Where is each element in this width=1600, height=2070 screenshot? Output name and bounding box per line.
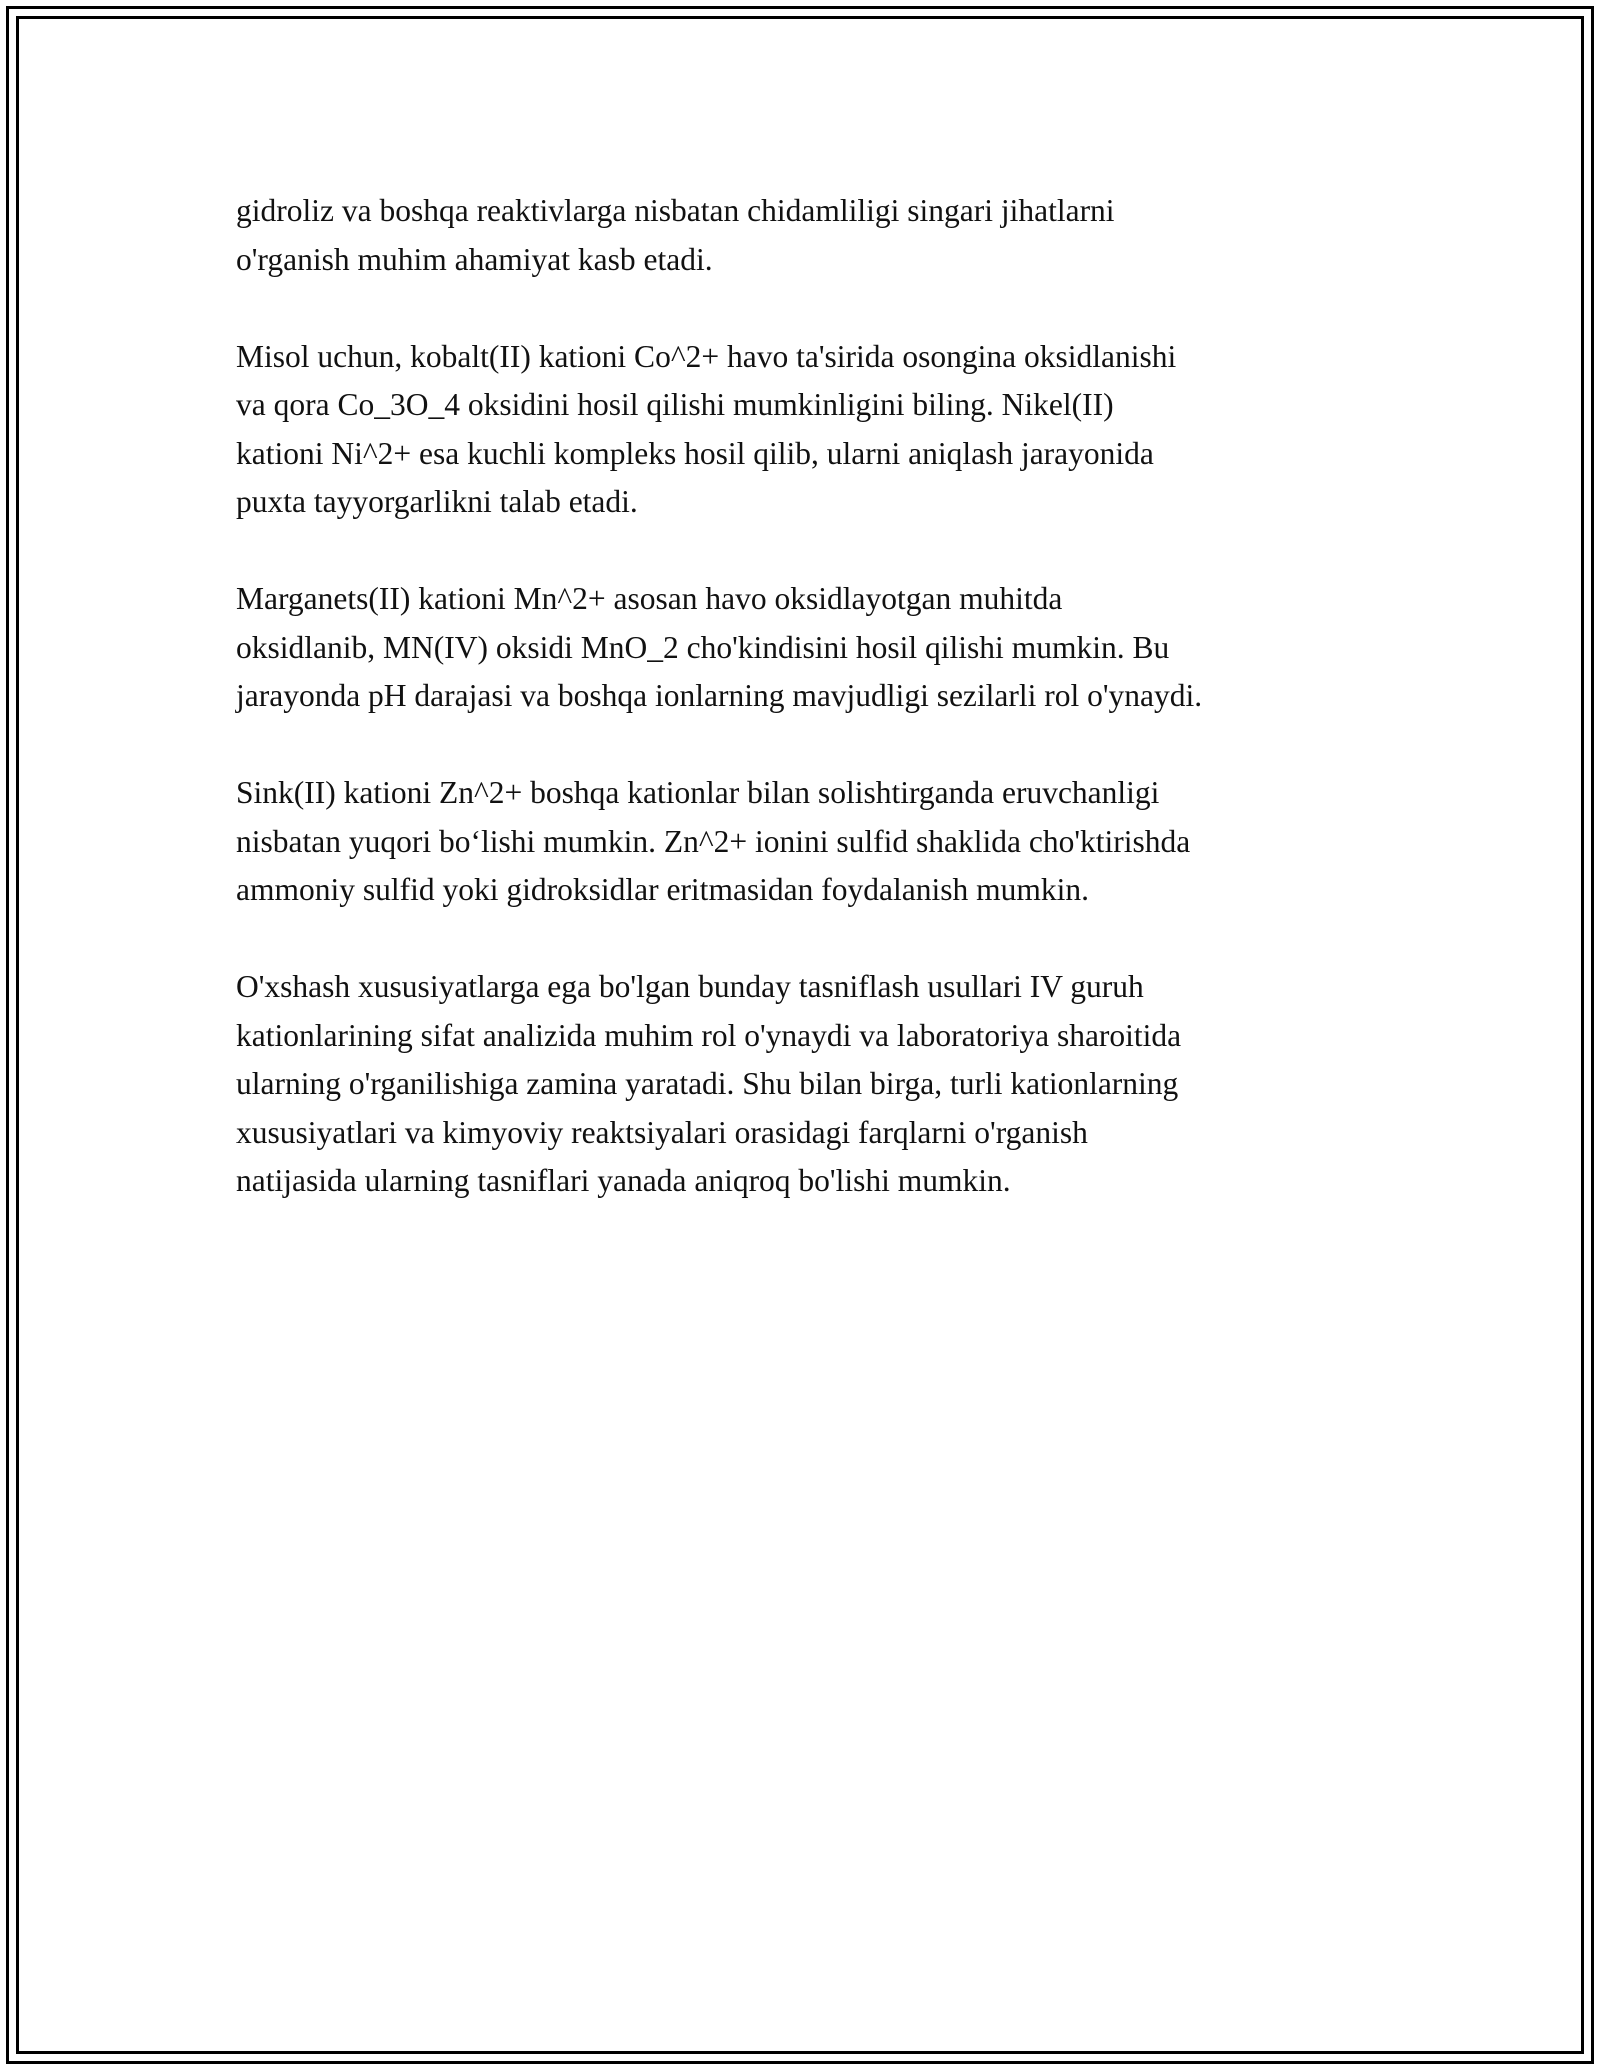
paragraph-hydrolysis: gidroliz va boshqa reaktivlarga nisbatan chidamliligi singari jihatlarni o'rganish muhim ahamiyat kasb etadi. bbox=[236, 193, 1115, 277]
paragraph-manganese: Marganets(II) kationi Mn^2+ asosan havo oksidlayotgan muhitda oksidlanib, MN(IV) oksidi MnO_2 cho'kindisini hosil qilishi mumkin. Bu jarayonda pH darajasi va boshqa ionlarning mavjudligi sezilarli rol o'ynaydi. bbox=[236, 581, 1203, 713]
paragraph-zinc: Sink(II) kationi Zn^2+ boshqa kationlar bilan solishtirganda eruvchanligi nisbatan yuqori bo‘lishi mumkin. Zn^2+ ionini sulfid shaklida cho'ktirishda ammoniy sulfid yoki gidroksidlar eritmasidan foydalanish mumkin. bbox=[236, 775, 1191, 907]
paragraph-classification: O'xshash xususiyatlarga ega bo'lgan bunday tasniflash usullari IV guruh kationlarining sifat analizida muhim rol o'ynaydi va laboratoriya sharoitida ularning o'rganilishiga zamina yaratadi. Shu bilan birga, turli kationlarning xususiyatlari va kimyoviy reaktsiyalari orasidagi farqlarni o'rganish natijasida ularning tasniflari yanada aniqroq bo'lishi mumkin. bbox=[236, 969, 1182, 1198]
paragraph-cobalt-nickel: Misol uchun, kobalt(II) kationi Co^2+ havo ta'sirida osongina oksidlanishi va qora Co_3O_4 oksidini hosil qilishi mumkinligini biling. Nikel(II) kationi Ni^2+ esa kuchli kompleks hosil qilib, ularni aniqlash jarayonida puxta tayyorgarlikni talab etadi. bbox=[236, 338, 1177, 519]
document-body bbox=[236, 187, 1376, 1254]
